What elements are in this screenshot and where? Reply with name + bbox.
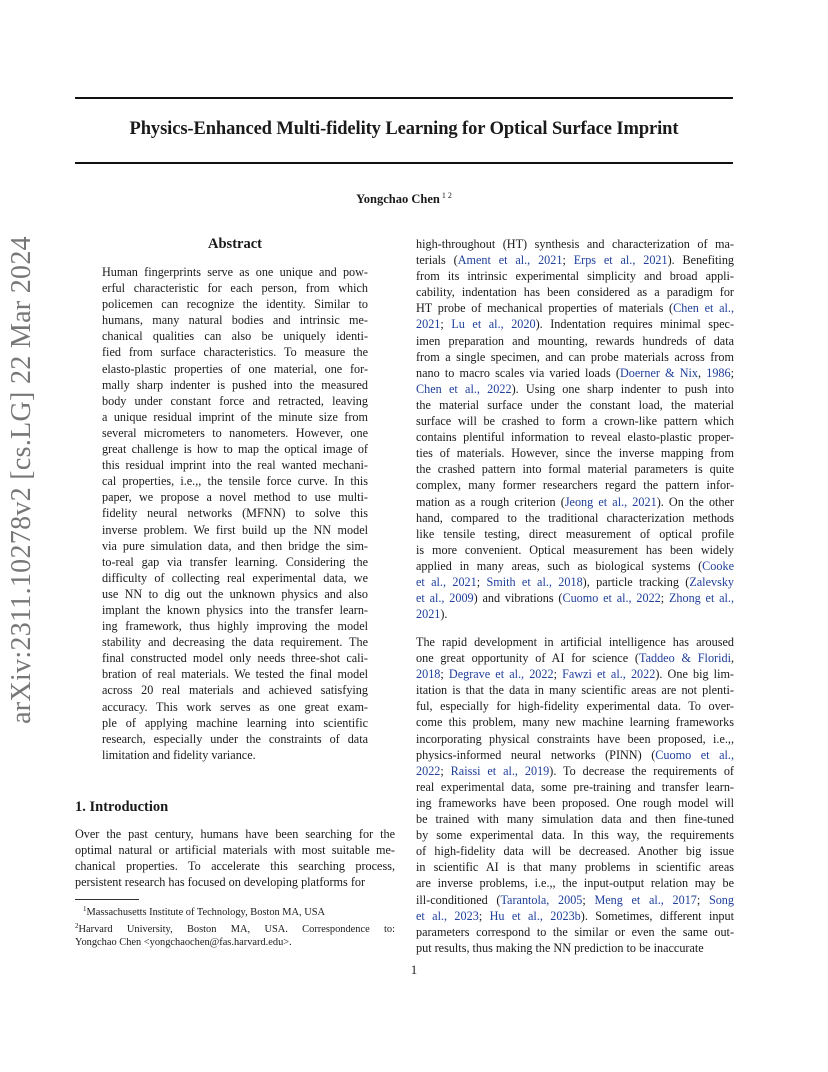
text-run: one great opportunity of AI for science ( — [416, 651, 639, 666]
citation-link[interactable]: Zhong et al., — [668, 591, 734, 606]
text-run: ; — [562, 253, 574, 268]
text-line — [416, 461, 734, 477]
text-run: imen preparation and mounting, rewards hundreds of data — [416, 333, 734, 348]
text-run: ) and vibrations ( — [473, 591, 563, 606]
text-line — [416, 682, 734, 698]
citation-link[interactable]: Lu et al., 2020 — [451, 317, 536, 332]
text-line — [416, 795, 734, 811]
text-line: ing framework, thus highly improving the model — [102, 619, 368, 634]
text-run: ; — [582, 892, 595, 907]
text-line: bration of real materials. We tested the final model — [102, 667, 368, 682]
text-run: ). To decrease the requirements of — [549, 763, 734, 778]
text-run: ; — [660, 591, 669, 606]
citation-link[interactable]: Cooke — [702, 558, 734, 573]
citation-link[interactable]: Fawzi et al., 2022 — [562, 667, 656, 682]
text-run: ). Using one sharp indenter to push into — [511, 381, 734, 396]
text-run: ). Sometimes, different input — [580, 908, 734, 923]
text-run: nano to macro scales via varied loads ( — [416, 365, 620, 380]
text-line — [416, 606, 734, 622]
footnotes — [75, 903, 395, 949]
citation-link[interactable]: 2022 — [416, 763, 441, 778]
text-run: like tensile testing, direct measurement of optical profile — [416, 526, 734, 541]
text-line: fied from surface characteristics. To measure the — [102, 345, 368, 360]
text-line — [416, 892, 734, 908]
citation-link[interactable]: Tarantola, 2005 — [500, 892, 583, 907]
text-line — [416, 268, 734, 284]
text-line: stability and decreasing the data requirement. The — [102, 635, 368, 650]
text-line: to-real gap via transfer learning. Considering the — [102, 554, 368, 569]
text-run: real experimental data, some pre-training and transfer learn- — [416, 779, 734, 794]
text-line: inverse problem. We first build up the NN model — [102, 522, 368, 537]
text-line: a unique residual imprint of the minute size from — [102, 409, 368, 424]
text-run: HT probe of mechanical properties of materials ( — [416, 301, 674, 316]
text-line — [416, 252, 734, 268]
introduction-body — [75, 826, 395, 890]
citation-link[interactable]: Song — [708, 892, 734, 907]
text-run: ), particle tracking ( — [582, 574, 690, 589]
text-line: use NN to dig out the unknown physics and also — [102, 586, 368, 601]
abstract-heading: Abstract — [208, 236, 262, 252]
footnote-rule — [75, 899, 139, 900]
citation-link[interactable]: Degrave et al., 2022 — [448, 667, 554, 682]
footnote-text-1: Massachusetts Institute of Technology, Boston MA, USA — [86, 907, 326, 918]
text-line: optimal natural or artificial materials with most suitable me- — [75, 843, 395, 858]
text-line — [416, 940, 734, 956]
text-line — [416, 316, 734, 332]
text-run: ties of materials. However, since the inverse mapping from — [416, 446, 734, 461]
text-run: The rapid development in artificial intelligence has aroused — [416, 635, 734, 649]
text-line — [416, 397, 734, 413]
text-line: Human fingerprints serve as one unique and pow- — [102, 265, 368, 279]
text-run: by some experimental data. In this way, the requirements — [416, 828, 734, 843]
text-line: limitation and fidelity variance. — [102, 747, 256, 762]
citation-link[interactable]: Jeong et al., 2021 — [564, 494, 657, 509]
text-line: humans, many natural bodies and intrinsic me- — [102, 313, 368, 328]
text-run: is more convenient. Optical measurement has been widely — [416, 542, 734, 557]
citation-link[interactable]: Raissi et al., 2019 — [450, 763, 550, 778]
citation-link[interactable]: et al., 2009 — [416, 591, 474, 606]
footnote-correspondence: Yongchao Chen <yongchaochen@fas.harvard.edu>. — [75, 936, 292, 948]
text-run: itation is that the data in many scientific areas are not plenti- — [416, 683, 734, 698]
text-line — [416, 747, 734, 763]
text-line — [416, 349, 734, 365]
text-line — [416, 859, 734, 875]
text-run: ill-conditioned ( — [416, 892, 501, 907]
citation-link[interactable]: 1986 — [706, 365, 731, 380]
text-run: ; — [440, 667, 449, 682]
text-line — [416, 510, 734, 526]
footnote-affiliation-2 — [75, 920, 395, 937]
text-run: cability, indentation has been considered as a paradigm for — [416, 285, 734, 300]
text-line — [416, 714, 734, 730]
text-line — [416, 494, 734, 510]
text-run: , — [730, 651, 734, 666]
text-run: hand, compared to the traditional characterization methods — [416, 510, 734, 525]
right-column-paragraph-2 — [416, 634, 734, 956]
text-line — [416, 843, 734, 859]
citation-link[interactable]: Chen et al., — [673, 301, 734, 316]
text-line — [416, 731, 734, 747]
text-run: are inverse problems, i.e.,, the input-output relation may be — [416, 876, 734, 891]
citation-link[interactable]: Hu et al., 2023b — [489, 908, 581, 923]
citation-link[interactable]: Chen et al., 2022 — [416, 381, 512, 396]
text-run: come this problem, many new machine learning frameworks — [416, 715, 734, 730]
text-line — [416, 634, 734, 650]
text-run: , — [698, 365, 707, 380]
footnote-mark-2: 2 — [75, 921, 79, 930]
citation-link[interactable]: Taddeo & Floridi — [638, 651, 731, 666]
citation-link[interactable]: Doerner & Nix — [620, 365, 699, 380]
text-line — [416, 333, 734, 349]
text-run: the crashed pattern into formal material parameters is quite — [416, 462, 734, 477]
text-run: ; — [478, 908, 490, 923]
text-line: mally sharp indenter is pushed into the measured — [102, 377, 368, 392]
text-line: several micrometers to nanometers. However, one — [102, 425, 368, 440]
text-line — [416, 284, 734, 300]
text-line: difficulty of collecting real experimental data, we — [102, 570, 368, 585]
title-rule-top — [75, 97, 733, 99]
text-line: erful characteristic for each person, from which — [102, 281, 368, 296]
text-line — [416, 698, 734, 714]
text-line — [416, 429, 734, 445]
text-line — [416, 779, 734, 795]
abstract-body — [102, 264, 368, 763]
text-run: terials ( — [416, 253, 458, 268]
text-run: applied in many areas, such as biological systems ( — [416, 558, 703, 573]
citation-link[interactable]: Meng et al., 2017 — [594, 892, 697, 907]
footnote-mark-1: 1 — [83, 905, 87, 913]
citation-link[interactable]: et al., 2023 — [416, 908, 479, 923]
text-line: persistent research has focused on developing platforms for — [75, 875, 366, 890]
text-run: be trained with many simulation data and then fine-tuned — [416, 812, 734, 827]
text-line: chanical qualities can also be uniquely identi- — [102, 329, 368, 344]
text-line — [416, 574, 734, 590]
text-line: accuracy. This work serves as one great exam- — [102, 699, 368, 714]
title-rule-bottom — [75, 162, 733, 164]
text-line — [416, 381, 734, 397]
text-run: ; — [440, 763, 451, 778]
citation-link[interactable]: Zalevsky — [689, 574, 734, 589]
text-line — [416, 827, 734, 843]
text-run: from its intrinsic experimental simplicity and broad appli- — [416, 269, 734, 284]
text-run: ). — [440, 607, 448, 622]
text-line — [416, 908, 734, 924]
text-line — [416, 365, 734, 381]
text-line — [416, 445, 734, 461]
right-column-paragraph-1 — [416, 236, 734, 622]
citation-link[interactable]: Ament et al., 2021 — [457, 253, 563, 268]
text-run: the material surface under the constant load, the material — [416, 397, 734, 412]
text-line: research, especially under the constraints of data — [102, 731, 368, 746]
arxiv-stamp-text: arXiv:2311.10278v2 [cs.LG] 22 Mar 2024 — [6, 236, 37, 724]
text-line: elasto-plastic properties of one material, one for- — [102, 361, 368, 376]
text-line: cal properties, i.e.,, the tensile force curve. In this — [102, 474, 368, 489]
text-line — [416, 811, 734, 827]
text-run: ful, especially for high-fidelity experimental data. To over- — [416, 699, 734, 714]
text-line: ple of applying machine learning into scientific — [102, 715, 368, 730]
text-run: mation as a rough criterion ( — [416, 494, 565, 509]
text-line — [416, 875, 734, 891]
text-line — [416, 558, 734, 574]
citation-link[interactable]: Cuomo et al., 2022 — [562, 591, 661, 606]
author-name: Yongchao Chen — [356, 192, 440, 206]
text-line: Over the past century, humans have been searching for the — [75, 827, 395, 841]
footnote-affiliation-1 — [75, 903, 395, 920]
citation-link[interactable]: 2018 — [416, 667, 441, 682]
text-line — [416, 477, 734, 493]
text-run: ing frameworks have been proposed. One rough model will — [416, 795, 734, 810]
text-line: via pure simulation data, and then bridge the sim- — [102, 538, 368, 553]
text-run: ; — [476, 574, 487, 589]
text-run: ). Indentation requires minimal spec- — [535, 317, 734, 332]
text-run: ). Benefiting — [667, 253, 734, 268]
text-line — [416, 763, 734, 779]
author-line — [75, 191, 733, 207]
text-run: complex, many former researchers regard the pattern infor- — [416, 478, 734, 493]
citation-link[interactable]: 2021 — [416, 317, 441, 332]
text-run: ; — [440, 317, 452, 332]
text-run: ). On the other — [656, 494, 734, 509]
introduction-heading: 1. Introduction — [75, 799, 169, 815]
text-line — [416, 300, 734, 316]
paper-title: Physics-Enhanced Multi-fidelity Learning for Optical Surface Imprint — [129, 119, 679, 139]
text-run: put results, thus making the NN prediction to be inaccurate — [416, 940, 704, 955]
author-affiliation-marks: 1 2 — [441, 191, 452, 200]
text-line: final constructed model only needs three-shot cali- — [102, 651, 368, 666]
text-run: high-throughout (HT) synthesis and characterization of ma- — [416, 237, 734, 251]
text-line: paper, we propose a novel method to use multi- — [102, 490, 368, 505]
text-line — [416, 236, 734, 252]
text-run: physics-informed neural networks (PINN) ( — [416, 747, 656, 762]
text-line — [416, 542, 734, 558]
text-run: ; — [696, 892, 709, 907]
text-line — [416, 666, 734, 682]
footnote-text-2: Harvard University, Boston MA, USA. Correspondence to: — [78, 923, 395, 935]
text-line — [416, 590, 734, 606]
text-run: in scientific AI is that many problems in scientific areas — [416, 860, 734, 875]
citation-link[interactable]: Erps et al., 2021 — [573, 253, 668, 268]
text-line: implant the known physics into the transfer learn- — [102, 602, 368, 617]
text-line: body under constant force and retracted, leaving — [102, 393, 368, 408]
text-run: parameters correspond to the similar or even the same out- — [416, 924, 734, 939]
text-line: fidelity neural networks (MFNN) to solve this — [102, 506, 368, 521]
text-run: ). One big lim- — [655, 667, 734, 682]
text-line — [416, 924, 734, 940]
citation-link[interactable]: et al., 2021 — [416, 574, 477, 589]
text-run: ; — [553, 667, 563, 682]
text-line — [416, 413, 734, 429]
text-line — [416, 650, 734, 666]
citation-link[interactable]: Smith et al., 2018 — [486, 574, 583, 589]
text-line: policemen can recognize the identity. Similar to — [102, 297, 368, 312]
text-line: chanical properties. To accelerate this searching process, — [75, 859, 395, 874]
text-line: this residual imprint into the real wanted mechani- — [102, 458, 368, 473]
text-line: across 20 real materials and achieved satisfying — [102, 683, 368, 698]
text-run: of high-fidelity data will be decreased. Another big issue — [416, 844, 734, 859]
citation-link[interactable]: 2021 — [416, 607, 441, 622]
text-run: contains plentiful information to reveal elasto-plastic proper- — [416, 430, 734, 445]
text-run: incorporating physical constraints have been proposed, i.e.,, — [416, 731, 734, 746]
text-run: from a single specimen, and can probe materials across from — [416, 349, 734, 364]
citation-link[interactable]: Cuomo et al., — [655, 747, 734, 762]
page-number: 1 — [410, 963, 418, 977]
text-run: surface will be crashed to form a crown-like pattern which — [416, 414, 734, 429]
text-line: great challenge is how to map the optical image of — [102, 442, 368, 457]
text-run: ; — [730, 365, 734, 380]
text-line — [416, 526, 734, 542]
